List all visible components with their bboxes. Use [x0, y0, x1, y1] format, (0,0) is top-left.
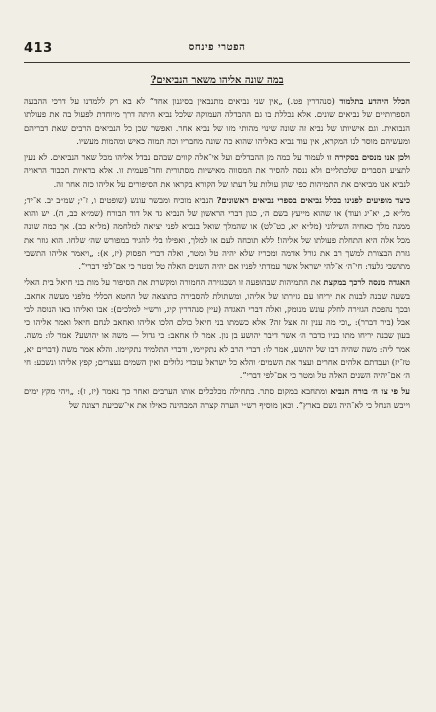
page-number: 413 — [24, 41, 53, 56]
paragraph-2 — [24, 151, 410, 191]
page-header — [24, 41, 410, 57]
running-head: הפטרי פינחס — [188, 42, 246, 53]
paragraph-1-lead: הכלל היהדע בתלמוד — [339, 96, 411, 106]
paragraph-1 — [24, 95, 410, 148]
paragraph-2-text: לעמוד על כמה מן ההבדלים ועל אי־אלה קווים שבהם נבדל אליהו מכל שאר הנביאים. לא נעין לתציע הסברים שלכתליים ולא ננסה להסיר את המסווה מאישיות מסתורית וחד־פעמית זו. אלא בראיות הכבוד הראויה לנביא אנו מביאים את התמיהות כפי שהן עולות על דעתו של הקורא בקראו את הסיפורים על אליהו כזה אחר זה. — [24, 152, 410, 189]
section-title: במה שונה אליהו משאר הנביאים? — [150, 75, 284, 86]
paragraph-3-text: הנביא מוכיח ומבשר עונש (שופטים ו, ז־י; שמ״ב יב. א־יד; מל״א כ, יא־יג ועוד) או שהוא מייעץ בשם ה׳, כגון דברי הראשון של הנביא גד אל דוד הבורח (שמ״א כב, ה). יש והוא ממנה מלך כאחיה השילוני (מל״א יא, כט־לט) או שהמלך שואל בנביא לפני יציאה למלחמה (מל״א כב). אך כמה שונה מכל אלה היא התחלת פעולתו של אליהו! ללא תוכחה לעם או למלך, ואפילו בלי להגיד במפורש שה׳ שלחו. הוא גוזר את גזרת הבצורת למשך רב את גורל אדמה ומכריז שלא יהיה טל ומטר, ואלה דברי הפסוק (יז, א): „ויאמר אליהו התשבי מתושבי גלעד: חי־ה׳ א־להי ישראל אשר עמדתי לפניו אם יהיה השנים האלה טל ומטר כי אם־לפי דברי”. — [24, 194, 410, 271]
body-text — [24, 95, 410, 412]
paragraph-4-lead: האגדה מנסה לרכך במקצת — [323, 277, 410, 288]
paragraph-3 — [24, 194, 410, 274]
paragraph-5-text: ומתחבא במקום סתר. בתחילה מכלכלים אותו הערבים ואחר כך נאמר (יז, ז): „ויהי מקץ ימים וייבש הנחל כי לא־היה גשם בארץ”. וכאן מוסיף רש״י הערה קצרה המבהינה כאילו את אי־שביעת רצונה של — [24, 386, 410, 410]
paragraph-5-lead: על פי צו ה׳ בורח הנביא — [330, 386, 410, 397]
paragraph-4 — [24, 276, 410, 382]
header-rule — [24, 62, 410, 63]
paragraph-2-lead: ולכן אנו מנסים בסקירה זו — [327, 152, 410, 162]
paragraph-3-lead: כיצד מופיעים לפנינו בכלל נביאים בספרי נביאים ראשונים? — [216, 194, 410, 205]
paragraph-5 — [24, 385, 410, 412]
paragraph-1-text: (סנהדרין פט.) „אין שני נביאים מתנבאין בסיגנון אחד” לא בא רק ללמדנו על דרכי ההבעה הספרותיים של נביאים שונים. אלא נכללת בו גם ההבדלה העמוקה שלכל נביא היתה דרך מיוחדת לפעול בה את פעולתו הנבואית. וגם אישיותו של נביא זה שונה שינוי מהותי מזו של נביא אחר. ואפשר שכן כל הנביאים הרבים שאת דבריהם ומעשיהם מוסר לנו המקרא, אין עוד נביא כאליהו שהוא כה שונה מחבריו וכה תמוה כאיש ומהמות מעשיו. — [24, 96, 410, 146]
paragraph-4-text: את התמיהות שבהופעה זו ושבגזירה החמורה ומקשרת את הסיפור על מות בני חיאל בית האלי בשעה שבנה לבנות את יריחו עם גזירתו של אליהו, ומשתולת להסבירה כתוצאה של החטא הכללי מלפני מעשה אחאב. ובכך נהפכת הגזירה לחלק עונש מנומק, ואלה דברי האגדה (עיין סנהדרין קיג, ורש״י למלכים): אבו ואליהו באו הנוסה לבי אבל (ביר דברר): „וכי מה ענין זה אצל זה? אלא כשמתו בני חיאל כולם הלכו אליהו ואחאב לנחם חיאל ואמר אליהו כי בעון שבנה יריחו מתו בניו כדבר ה׳ אשר דיבר יהושע בן נון. אמר לו אחאב: כי גדול — משה או יהושע? אמר לו: משה. אמר ליה: משה שהיה רבו של יהושע, אמר לו: דברי הרב לא נתקיימו, ודברי התלמיד נתקיימו. והלא אמר משה (דברים יא, טז־יז) ועבדתם אלהים אחרים ועצר את השמים׳ והלא כל ישראל עובדי גלולים ואין השמים נעצרים; קפץ אליהו ונשבע: חי ה׳ אם־יהיה השנים האלה טל ומטר כי אם־לפי דברי”. — [24, 277, 410, 380]
